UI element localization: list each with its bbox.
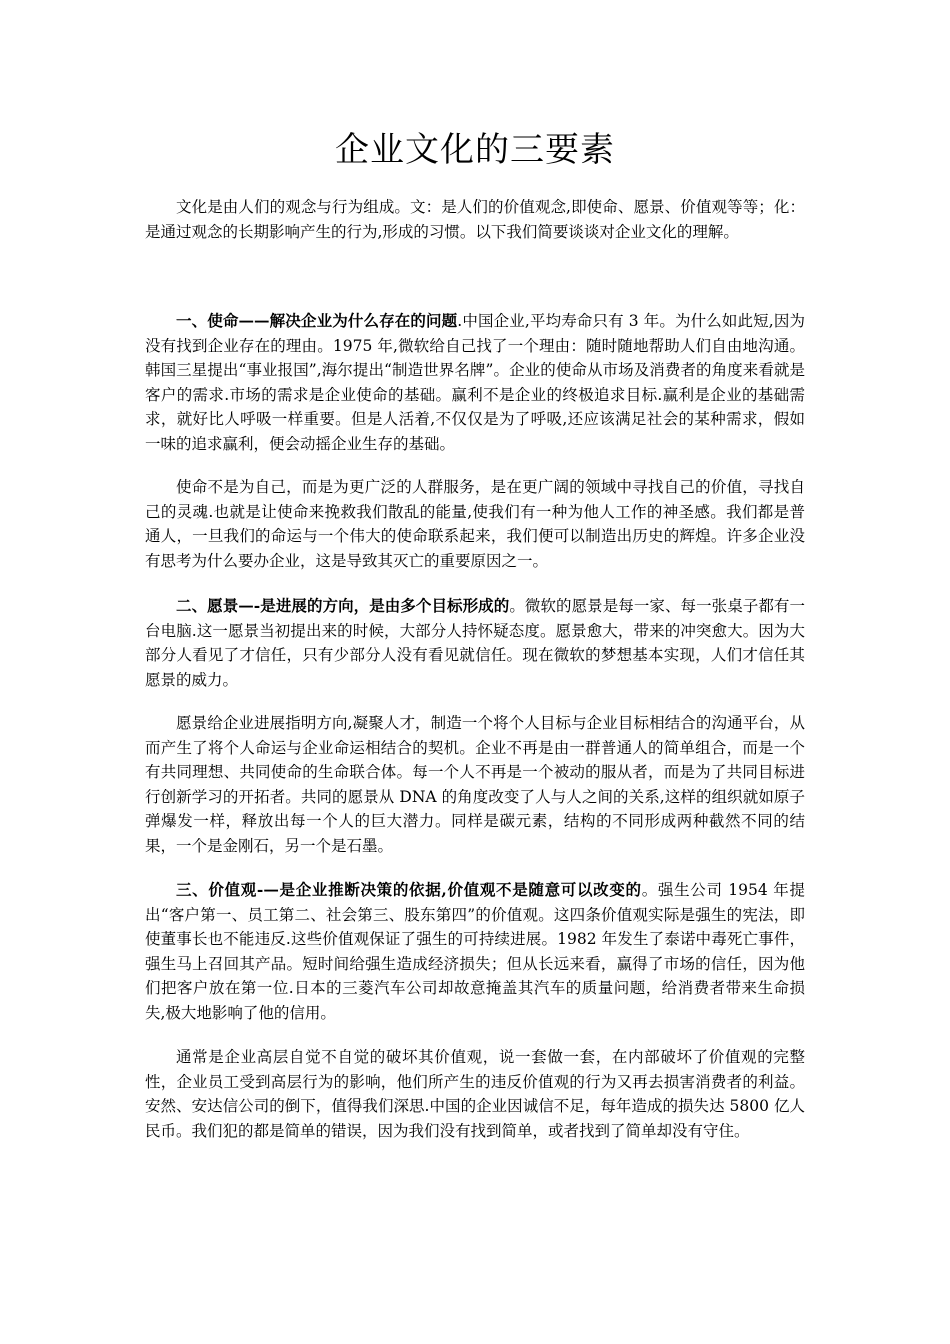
mission-followup-paragraph: 使命不是为自己，而是为更广泛的人群服务，是在更广阔的领域中寻找自己的价值，寻找自己的灵魂.也就是让使命来挽救我们散乱的能量,使我们有一种为他人工作的神圣感。我们都是普通人，一旦我们的命运与一个伟大的使命联系起来，我们便可以制造出历史的辉煌。许多企业没有思考为什么要办企业，这是导致其灭亡的重要原因之一。: [145, 478, 805, 570]
values-followup-paragraph: 通常是企业高层自觉不自觉的破坏其价值观，说一套做一套，在内部破坏了价值观的完整性，企业员工受到高层行为的影响，他们所产生的违反价值观的行为又再去损害消费者的利益。安然、安达信公司的倒下，值得我们深思.中国的企业因诚信不足，每年造成的损失达 5800 亿人民币。我们犯的都是简单的错误，因为我们没有找到简单，或者找到了简单却没有守住。: [145, 1048, 805, 1140]
section-vision-paragraph: [145, 594, 805, 692]
document-page: [145, 0, 805, 1143]
section-mission-heading: 一、使命——解决企业为什么存在的问题: [176, 311, 458, 330]
section-values-paragraph: [145, 878, 805, 1025]
intro-paragraph: 文化是由人们的观念与行为组成。文：是人们的价值观念,即使命、愿景、价值观等等；化：是通过观念的长期影响产生的行为,形成的习惯。以下我们简要谈谈对企业文化的理解。: [145, 198, 805, 241]
section-values-text: 。强生公司 1954 年提出“客户第一、员工第二、社会第三、股东第四”的价值观。这四条价值观实际是强生的宪法，即使董事长也不能违反.这些价值观保证了强生的可持续进展。1982 年发生了泰诺中毒死亡事件，强生马上召回其产品。短时间给强生造成经济损失；但从长远来看，赢得了市场的信任，因为他们把客户放在第一位.日本的三菱汽车公司却故意掩盖其汽车的质量问题，给消费者带来生命损失,极大地影响了他的信用。: [145, 881, 805, 1022]
section-vision-heading: 二、愿景—-是进展的方向，是由多个目标形成的: [176, 596, 510, 615]
section-mission-paragraph: [145, 309, 805, 456]
section-values-heading: 三、价值观-—是企业推断决策的依据,价值观不是随意可以改变的: [176, 880, 642, 899]
section-vision-text: 。微软的愿景是每一家、每一张桌子都有一台电脑.这一愿景当初提出来的时候，大部分人持怀疑态度。愿景愈大，带来的冲突愈大。因为大部分人看见了才信任，只有少部分人没有看见就信任。现在微软的梦想基本实现，人们才信任其愿景的威力。: [145, 597, 805, 689]
section-mission-text: .中国企业,平均寿命只有 3 年。为什么如此短,因为没有找到企业存在的理由。1975 年,微软给自己找了一个理由：随时随地帮助人们自由地沟通。韩国三星提出“事业报国”,海尔提出“制造世界名牌”。企业的使命从市场及消费者的角度来看就是客户的需求.市场的需求是企业使命的基础。赢利不是企业的终极追求目标.赢利是企业的基础需求，就好比人呼吸一样重要。但是人活着,不仅仅是为了呼吸,还应该满足社会的某种需求，假如一味的追求赢利，便会动摇企业生存的基础。: [145, 312, 805, 453]
document-title: 企业文化的三要素: [335, 130, 615, 170]
vision-followup-paragraph: 愿景给企业进展指明方向,凝聚人才，制造一个将个人目标与企业目标相结合的沟通平台，从而产生了将个人命运与企业命运相结合的契机。企业不再是由一群普通人的简单组合，而是一个有共同理想、共同使命的生命联合体。每一个人不再是一个被动的服从者，而是为了共同目标进行创新学习的开拓者。共同的愿景从 DNA 的角度改变了人与人之间的关系,这样的组织就如原子弹爆发一样，释放出每一个人的巨大潜力。同样是碳元素，结构的不同形成两种截然不同的结果，一个是金刚石，另一个是石墨。: [145, 714, 805, 855]
